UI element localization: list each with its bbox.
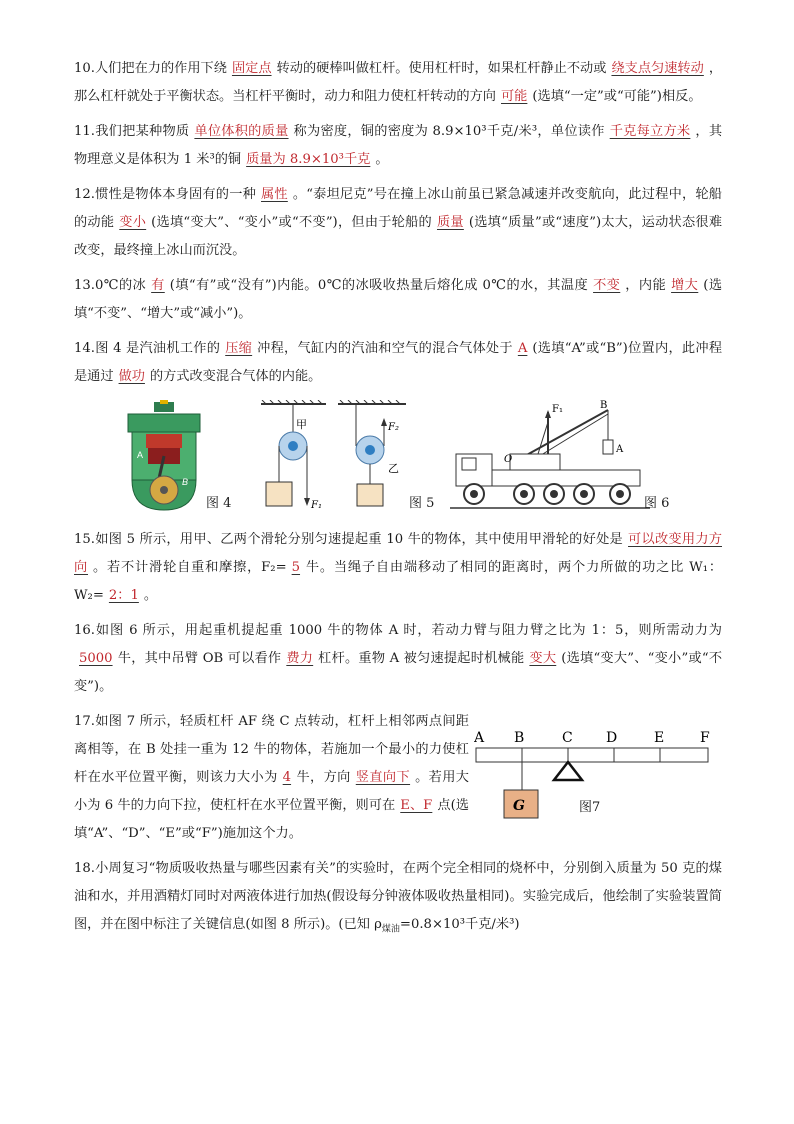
lever-label-b: B bbox=[514, 730, 525, 746]
answer-blank: 5000 bbox=[79, 651, 113, 666]
label-f1: F₁ bbox=[311, 500, 322, 511]
answer-blank: 做功 bbox=[118, 369, 145, 384]
question-10: 10.人们把在力的作用下绕 固定点 转动的硬棒叫做杠杆。使用杠杆时，如果杠杆静止不动或 绕支点匀速转动 ，那么杠杆就处于平衡状态。当杠杆平衡时，动力和阻力使杠杆转动的方向 可能 (选填“一定”或“可能”)相反。 bbox=[74, 61, 723, 104]
answer-blank: 千克每立方米 bbox=[609, 124, 691, 139]
question-13: 13.0℃的冰 有 (填“有”或“没有”)内能。0℃的冰吸收热量后熔化成 0℃的水，其温度 不变 ，内能 增大 (选填“不变”、“增大”或“减小”)。 bbox=[74, 278, 723, 321]
answer-blank: 质量为 8.9×10³千克 bbox=[246, 152, 371, 167]
label-f2: F₂ bbox=[388, 422, 399, 433]
answer-blank: A bbox=[517, 341, 528, 356]
figure-4-caption: 图 4 bbox=[206, 496, 232, 511]
label-f1-crane: F₁ bbox=[552, 404, 563, 415]
label-o-crane: O bbox=[504, 454, 513, 465]
answer-blank: 不变 bbox=[593, 278, 621, 293]
answer-blank: 4 bbox=[282, 770, 292, 785]
answer-blank: 2：1 bbox=[108, 588, 139, 603]
question-17-text: 17.如图 7 所示，轻质杠杆 AF 绕 C 点转动，杠杆上相邻两点间距离相等，在 B 处挂一重为 12 牛的物体，若施加一个最小的力使杠杆在水平位置平衡，则该力大小为 4 牛，方向 竖直向下 。若用大小为 6 牛的力向下拉，使杠杆在水平位置平衡，则可在 E、F 点(选填“A”、“D”、“E”或“F”)施加这个力。 bbox=[74, 714, 469, 841]
figure-7-caption: 图7 bbox=[579, 800, 601, 815]
question-16: 16.如图 6 所示，用起重机提起重 1000 牛的物体 A 时，若动力臂与阻力臂之比为 1：5，则所需动力为5000 牛，其中吊臂 OB 可以看作 费力 杠杆。重物 A 被匀速提起时机械能 变大 (选填“变大”、“变小”或“不变”)。 bbox=[74, 623, 723, 694]
engine-cylinder-figure bbox=[124, 400, 204, 512]
answer-blank: 变小 bbox=[119, 215, 147, 230]
lever-label-f: F bbox=[700, 730, 710, 746]
answer-blank: 竖直向下 bbox=[355, 770, 411, 785]
answer-blank: 压缩 bbox=[225, 341, 253, 356]
worksheet-page bbox=[74, 55, 722, 946]
question-11: 11.我们把某种物质 单位体积的质量 称为密度，铜的密度为 8.9×10³千克/米³，单位读作 千克每立方米 ，其物理意义是体积为 1 米³的铜 质量为 8.9×10³千克 。 bbox=[74, 124, 723, 167]
answer-blank: 5 bbox=[291, 560, 301, 575]
label-a: A bbox=[137, 450, 144, 460]
lever-label-e: E bbox=[654, 730, 665, 746]
figure-6-caption: 图 6 bbox=[644, 496, 670, 511]
answer-blank: 可以改变用力方向 bbox=[74, 532, 722, 575]
figure-row bbox=[74, 398, 722, 520]
answer-blank: 质量 bbox=[436, 215, 464, 230]
weight-label: G bbox=[513, 798, 525, 814]
pulley-figure bbox=[256, 400, 416, 512]
question-12: 12.惯性是物体本身固有的一种 属性 。“泰坦尼克”号在撞上冰山前虽已紧急减速并改变航向，此过程中，轮船的动能 变小 (选填“变大”、“变小”或“不变”)，但由于轮船的 质量 (选填“质量”或“速度”)太大，运动状态很难改变，最终撞上冰山而沉没。 bbox=[74, 187, 723, 258]
label-jia: 甲 bbox=[296, 418, 307, 431]
label-a-crane: A bbox=[616, 444, 624, 455]
answer-blank: 有 bbox=[151, 278, 165, 293]
label-b: B bbox=[182, 477, 189, 487]
lever-label-a: A bbox=[474, 730, 485, 746]
question-18: 18.小周复习“物质吸收热量与哪些因素有关”的实验时，在两个完全相同的烧杯中，分别倒入质量为 50 克的煤油和水，并用酒精灯同时对两液体进行加热(假设每分钟液体吸收热量相同)。实验完成后，他绘制了实验装置简图，并在图中标注了关键信息(如图 8 所示)。(已知 $\rho_{煤油}=0.8\times 10^3$千克/米³) bbox=[74, 861, 722, 935]
answer-blank: 可能 bbox=[501, 89, 528, 104]
answer-blank: E、F bbox=[400, 798, 433, 813]
answer-blank: 绕支点匀速转动 bbox=[611, 61, 704, 76]
answer-blank: 固定点 bbox=[231, 61, 272, 76]
answer-blank: 属性 bbox=[261, 187, 288, 202]
answer-blank: 变大 bbox=[529, 651, 557, 666]
answer-blank: 费力 bbox=[286, 651, 314, 666]
answer-blank: 增大 bbox=[671, 278, 699, 293]
answer-blank: 单位体积的质量 bbox=[194, 124, 289, 139]
label-b-crane: B bbox=[600, 400, 608, 411]
figure-5-caption: 图 5 bbox=[409, 496, 435, 511]
question-15: 15.如图 5 所示，用甲、乙两个滑轮分别匀速提起重 10 牛的物体，其中使用甲滑轮的好处是 可以改变用力方向 。若不计滑轮自重和摩擦，F₂= 5 牛。当绳子自由端移动了相同的距离时，两个力所做的功之比 W₁：W₂= 2：1 。 bbox=[74, 532, 723, 603]
lever-label-d: D bbox=[606, 730, 618, 746]
lever-figure bbox=[474, 730, 719, 830]
crane-figure bbox=[450, 400, 650, 512]
lever-label-c: C bbox=[562, 730, 573, 746]
question-17 bbox=[74, 708, 722, 848]
label-yi: 乙 bbox=[388, 462, 399, 475]
question-14: 14.图 4 是汽油机工作的 压缩 冲程，气缸内的汽油和空气的混合气体处于 A (选填“A”或“B”)位置内，此冲程是通过 做功 的方式改变混合气体的内能。 bbox=[74, 341, 723, 384]
